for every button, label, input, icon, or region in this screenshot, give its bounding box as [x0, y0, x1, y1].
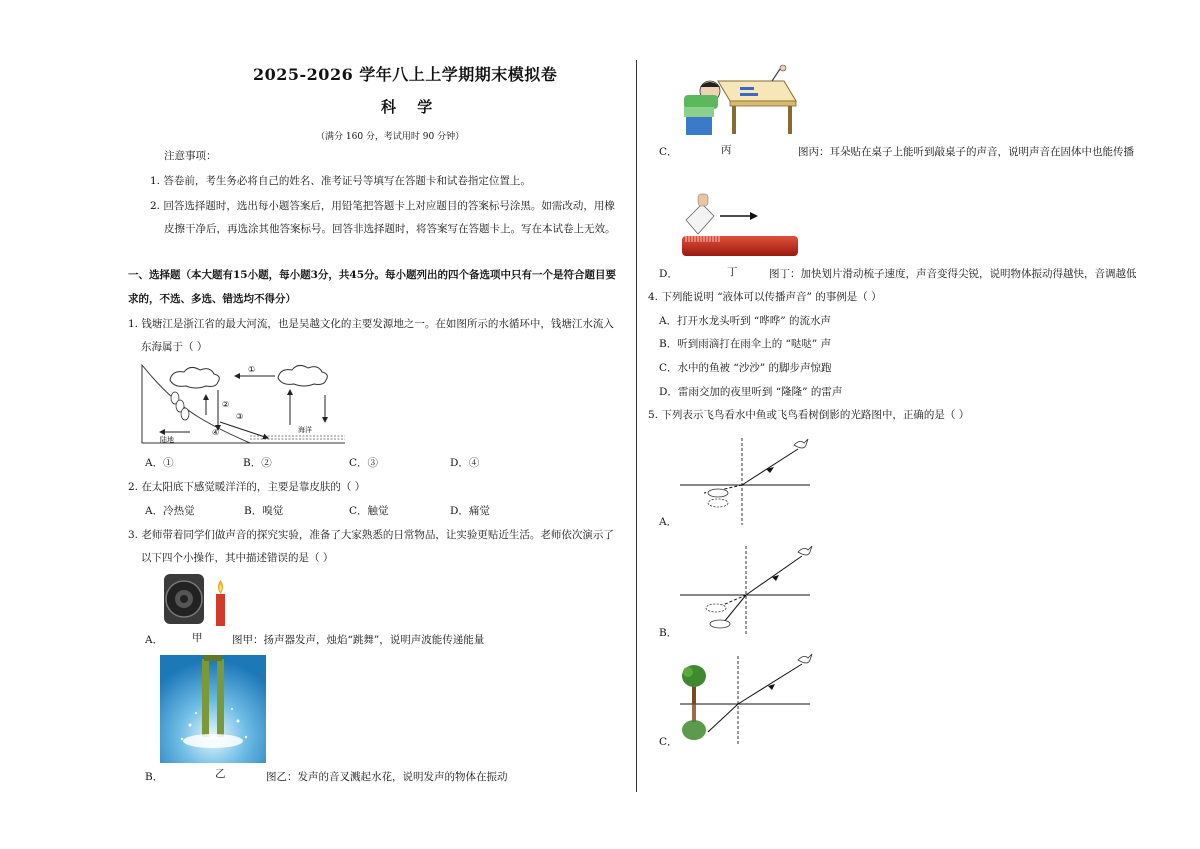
- speaker-candle-image: [160, 570, 235, 628]
- q2-option-c[interactable]: C．触觉: [349, 505, 389, 517]
- q1-stem-line2: 东海属于（ ）: [141, 341, 208, 353]
- ocean-label: 海洋: [298, 426, 312, 434]
- arrow-label-1: ①: [248, 365, 256, 374]
- subject-title: 科 学: [381, 98, 441, 116]
- q1-stem-line1: 1. 钱塘江是浙江省的最大河流，也是吴越文化的主要发源地之一。在如图所示的水循环中，钱塘江水流入: [128, 318, 614, 330]
- q5-option-a[interactable]: A．: [659, 516, 678, 528]
- fig-ding-caption: 丁: [727, 266, 738, 278]
- q4-option-c[interactable]: C．水中的鱼被 “沙沙” 的脚步声惊跑: [659, 362, 832, 374]
- q2-option-a[interactable]: A．冷热觉: [145, 505, 195, 517]
- fig-yi-caption: 乙: [215, 768, 226, 780]
- arrow-label-4: ④: [212, 428, 220, 437]
- q3-option-a-text: 图甲：扬声器发声，烛焰“跳舞”，说明声波能传递能量: [232, 634, 485, 646]
- q2-option-d[interactable]: D．痛觉: [450, 505, 490, 517]
- q1-option-d[interactable]: D．④: [450, 457, 480, 469]
- q3-option-b-text: 图乙：发声的音叉溅起水花，说明发声的物体在振动: [266, 771, 508, 783]
- q4-stem: 4. 下列能说明 “液体可以传播声音” 的事例是（ ）: [648, 291, 882, 303]
- column-divider: [636, 60, 637, 792]
- page-title: 2025-2026 学年八上上学期期末模拟卷: [253, 65, 558, 84]
- q3-stem-line2: 以下四个小操作，其中描述错误的是（ ）: [141, 552, 334, 564]
- q2-option-b[interactable]: B．嗅觉: [244, 505, 284, 517]
- fig-bing-caption: 丙: [721, 144, 732, 156]
- q3-option-c-label[interactable]: C．: [659, 146, 678, 158]
- notes-title: 注意事项：: [164, 150, 217, 162]
- q5-option-c[interactable]: C．: [659, 736, 678, 748]
- q2-stem: 2. 在太阳底下感觉暖洋洋的，主要是靠皮肤的（ ）: [128, 481, 366, 493]
- light-path-diagram-c: [680, 652, 812, 747]
- water-cycle-diagram: [140, 360, 350, 450]
- note-1: 1. 答卷前，考生务必将自己的姓名、准考证号等填写在答题卡和试卷指定位置上。: [150, 175, 531, 187]
- arrow-label-3: ③: [236, 412, 244, 421]
- note-2-line1: 2. 回答选择题时，选出每小题答案后，用铅笔把答题卡上对应题目的答案标号涂黑。如需改动，用橡: [150, 200, 615, 212]
- q3-option-a-label[interactable]: A．: [145, 634, 164, 646]
- section1-heading-line2: 求的，不选、多选、错选均不得分）: [128, 293, 296, 305]
- q1-option-c[interactable]: C．③: [349, 457, 379, 469]
- q5-stem: 5. 下列表示飞鸟看水中鱼或飞鸟看树倒影的光路图中，正确的是（ ）: [648, 409, 970, 421]
- q4-option-a[interactable]: A．打开水龙头听到 “哗哗” 的流水声: [659, 315, 831, 327]
- card-comb-image: [680, 190, 798, 260]
- q1-option-b[interactable]: B．②: [243, 457, 272, 469]
- arrow-label-2: ②: [222, 400, 230, 409]
- note-2-line2: 皮擦干净后，再选涂其他答案标号。回答非选择题时，将答案写在答题卡上。写在本试卷上无效。: [164, 223, 616, 235]
- q3-option-b-label[interactable]: B．: [145, 771, 164, 783]
- q5-option-b[interactable]: B．: [659, 627, 678, 639]
- light-path-diagram-a: [680, 433, 812, 528]
- section1-heading-line1: 一、选择题（本大题有15小题，每小题3分，共45分。每小题列出的四个备选项中只有一个是符合题目要: [128, 269, 617, 281]
- fig-jia-caption: 甲: [192, 632, 203, 644]
- q3-stem-line1: 3. 老师带着同学们做声音的探究实验，准备了大家熟悉的日常物品，让实验更贴近生活。老师依次演示了: [128, 529, 614, 541]
- q3-option-c-text: 图丙：耳朵贴在桌子上能听到敲桌子的声音，说明声音在固体中也能传播: [798, 146, 1134, 158]
- q3-option-d-text: 图丁：加快划片滑动梳子速度，声音变得尖锐，说明物体振动得越快，音调越低: [769, 268, 1137, 280]
- q4-option-b[interactable]: B．听到雨滴打在雨伞上的 “哒哒” 声: [659, 338, 832, 350]
- score-note: （满分 160 分，考试用时 90 分钟）: [316, 132, 465, 142]
- q3-option-d-label[interactable]: D．: [659, 268, 678, 280]
- tuning-fork-water-image: [160, 655, 266, 763]
- light-path-diagram-b: [680, 542, 812, 637]
- q1-option-a[interactable]: A．①: [145, 457, 174, 469]
- land-label: 陆地: [160, 436, 174, 444]
- ear-on-desk-image: [680, 65, 798, 137]
- q4-option-d[interactable]: D．雷雨交加的夜里听到 “隆隆” 的雷声: [659, 386, 843, 398]
